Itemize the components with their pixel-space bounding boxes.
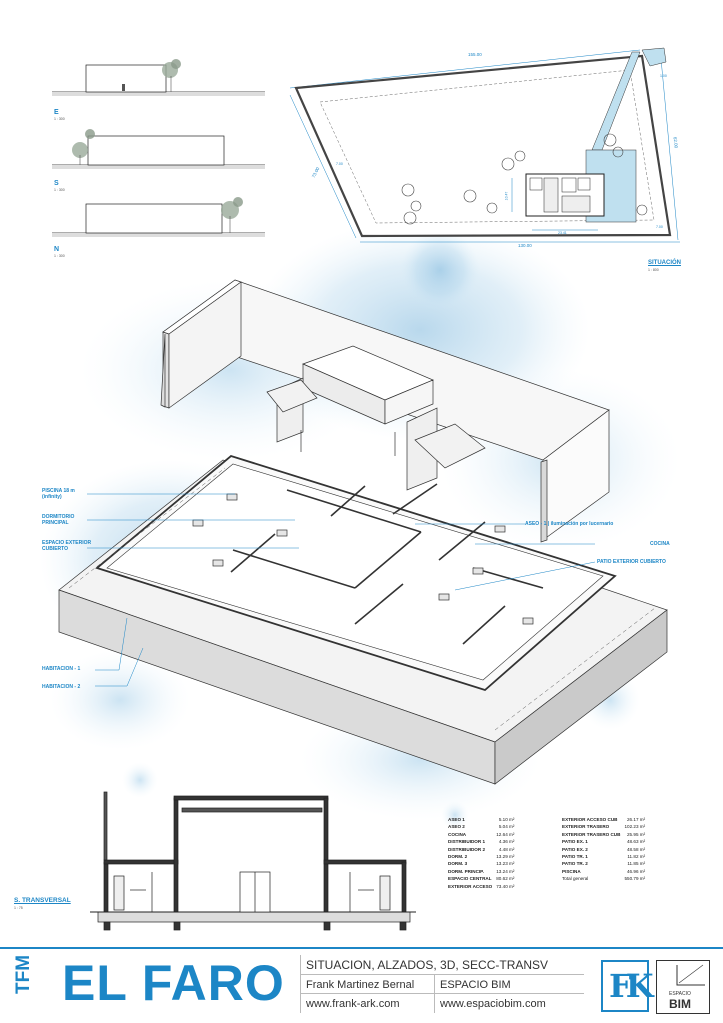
section-scale: 1 : 75 [14,906,23,910]
elevations-drawing [50,50,270,265]
author-name: Frank Martinez Bernal [306,979,415,991]
area-name: PATIO EX. 1 [562,839,588,845]
area-value: 11.82 m² [627,854,646,860]
area-row [446,846,516,853]
area-row [560,860,647,867]
site-dim-bottom: 130.00 [518,243,532,248]
area-value: 5.10 m² [498,817,515,822]
areas-table-right [560,816,647,883]
area-name: ASEO 2 [448,824,465,830]
area-name: DISTRIBUIDOR 2 [448,846,486,852]
area-value: 73.40 m² [496,883,515,889]
area-value: 48.63 m² [627,839,646,845]
school-name: ESPACIO BIM [440,979,511,991]
area-value: 12.64 m² [496,831,515,837]
axonometric-drawing [55,272,675,792]
area-row [446,883,516,890]
site-dim-right: 62.00 [672,136,679,149]
elevation-e-letter: E [54,109,59,116]
site-dim-building-width: 23.41 [558,231,567,235]
area-name: PISCINA [562,868,581,874]
area-row [446,853,516,860]
elevation-e [52,59,265,96]
site-dim-top: 155.00 [468,52,482,57]
area-row [560,853,647,860]
area-name: DORM. 3 [448,861,468,867]
site-dim-building-height: 10.47 [504,191,509,201]
area-row [446,838,516,845]
area-value: 13.23 m² [496,861,515,867]
area-name: PATIO TR. 1 [562,854,588,860]
label-patio-exterior: PATIO EXTERIOR CUBIERTO [597,559,666,565]
section-title: S. TRANSVERSAL [14,897,71,904]
area-value: 13.24 m² [496,868,515,874]
elevation-s [52,129,265,169]
area-value: 46.96 m² [627,868,646,874]
area-name: EXTERIOR ACCESO CUB [562,817,618,822]
elevation-e-scale: 1 : 300 [54,117,65,121]
section-drawing [90,786,420,936]
site-dim-left: 73.00 [310,166,321,179]
area-name: DORM. PRINCIP. [448,868,484,874]
school-logo-big-text: BIM [669,997,691,1011]
elevation-s-scale: 1 : 300 [54,188,65,192]
area-name: EXTERIOR TRASERO CUB [562,831,621,837]
area-value: 4.48 m² [498,846,515,852]
elevation-n-letter: N [54,246,60,253]
area-row [446,816,516,823]
area-name: Total general [562,876,589,882]
area-row [560,823,647,830]
area-value: 5.04 m² [498,824,515,830]
area-row [560,868,647,875]
area-row [446,875,516,882]
site-dim-top-right: 1.00 [660,74,667,78]
elevation-n [52,197,265,237]
area-row [446,831,516,838]
areas-table-left [446,816,516,890]
area-name: EXTERIOR TRASERO [562,824,610,830]
author-logo [601,960,649,1012]
site-plan-title: SITUACIÓN [648,260,681,266]
label-piscina: PISCINA 18 m (infinity) [42,488,75,500]
author-website[interactable]: www.frank-ark.com [306,998,400,1010]
project-title: EL FARO [62,955,285,1011]
area-value: 4.36 m² [498,839,515,845]
elevation-s-letter: S [54,180,59,187]
area-row [560,875,647,882]
school-logo-small-text: ESPACIO [669,991,691,997]
area-row [446,823,516,830]
area-name: PATIO EX. 2 [562,846,588,852]
elevation-n-scale: 1 : 300 [54,254,65,258]
area-name: DISTRIBUIDOR 1 [448,839,486,845]
area-value: 550.79 m² [624,876,646,882]
site-dim-inner-right: 7.00 [656,225,663,229]
author-logo-letters: FK [609,967,648,1005]
area-value: 25.95 m² [627,831,646,837]
site-plan-drawing [280,40,700,270]
area-value: 48.58 m² [627,846,646,852]
school-website[interactable]: www.espaciobim.com [440,998,546,1010]
area-value: 80.62 m² [496,876,515,882]
site-plan-scale: 1 : 800 [648,268,659,272]
label-habitacion-1: HABITACION - 1 [42,666,81,672]
area-row [560,816,647,823]
area-row [446,868,516,875]
area-value: 102.23 m² [624,824,646,830]
label-dormitorio-principal: DORMITORIO PRINCIPAL [42,514,75,526]
area-value: 11.85 m² [627,861,646,867]
area-row [560,831,647,838]
area-name: COCINA [448,831,467,837]
label-cocina: COCINA [650,541,670,547]
area-name: EXTERIOR ACCESO [448,883,493,889]
area-row [446,860,516,867]
area-row [560,846,647,853]
label-aseo: ASEO - 1 | iluminación por lucernario [525,521,614,527]
area-value: 26.17 m² [627,817,646,822]
area-name: ASEO 1 [448,817,465,822]
area-name: PATIO TR. 2 [562,861,588,867]
school-logo [656,960,710,1014]
label-espacio-exterior: ESPACIO EXTERIOR CUBIERTO [42,540,92,552]
area-value: 13.29 m² [496,854,515,860]
area-name: ESPACIO CENTRAL [448,876,492,882]
site-dim-inner-left: 7.00 [336,162,343,166]
area-row [560,838,647,845]
area-name: DORM. 2 [448,854,468,860]
label-habitacion-2: HABITACION - 2 [42,684,81,690]
tfm-label: TFM [13,954,34,994]
sheet-subtitle: SITUACION, ALZADOS, 3D, SECC-TRANSV [306,958,549,972]
title-block-rule [0,947,723,949]
